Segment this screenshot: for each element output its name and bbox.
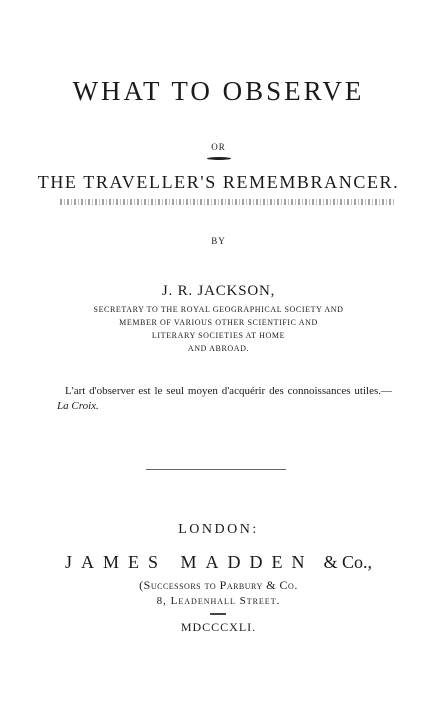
author-affiliation-line: LITERARY SOCIETIES AT HOME — [151, 331, 286, 340]
epigraph-attribution: La Croix. — [57, 400, 99, 412]
ornament-dash — [207, 157, 231, 160]
publisher-name: JAMES MADDEN — [64, 552, 314, 572]
publisher-company: & Co., — [323, 552, 373, 572]
title-or: OR — [211, 142, 226, 152]
ornament-dash-small — [210, 613, 226, 615]
author-affiliation-line: SECRETARY TO THE ROYAL GEOGRAPHICAL SOCIETY AND — [93, 305, 344, 314]
author-affiliation-line: AND ABROAD. — [187, 344, 250, 353]
author-affiliation-line: MEMBER OF VARIOUS OTHER SCIENTIFIC AND — [119, 318, 318, 327]
epigraph — [57, 384, 392, 414]
imprint-city: LONDON: — [178, 522, 259, 537]
imprint-publisher — [0, 552, 437, 573]
epigraph-text: L'art d'observer est le seul moyen d'acquérir des connoissances utiles.— — [65, 385, 392, 397]
imprint-address: 8, Leadenhall Street. — [156, 595, 281, 607]
author-name: J. R. JACKSON, — [161, 283, 276, 299]
imprint-date: MDCCCXLI. — [180, 620, 257, 634]
book-subtitle: THE TRAVELLER'S REMEMBRANCER. — [37, 172, 400, 192]
by-line: BY — [211, 236, 226, 246]
decorative-rule — [60, 199, 395, 205]
imprint-successors: (Successors to Parbury & Co. — [139, 578, 298, 592]
divider-rule — [146, 469, 286, 470]
book-title: WHAT TO OBSERVE — [72, 76, 365, 106]
